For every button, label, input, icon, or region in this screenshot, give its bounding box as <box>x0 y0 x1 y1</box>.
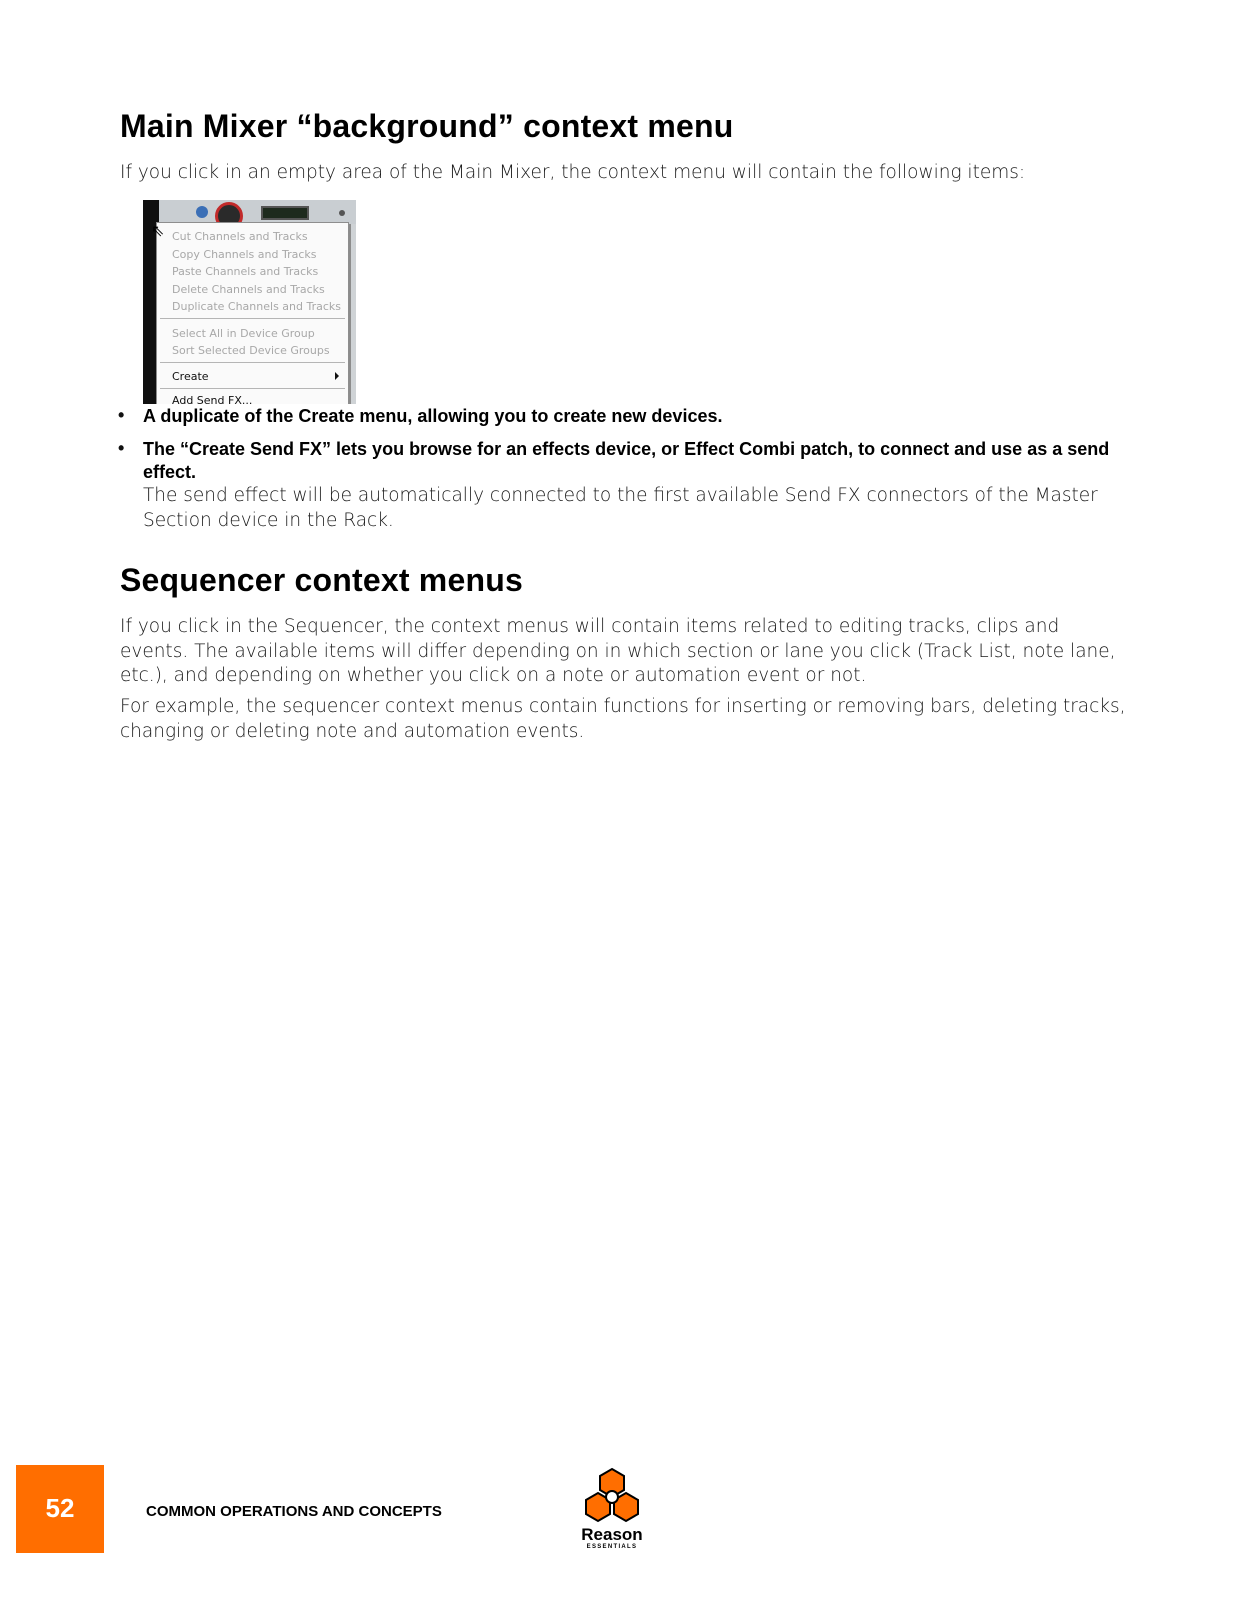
submenu-arrow-icon <box>335 372 339 380</box>
menu-item-duplicate[interactable]: Duplicate Channels and Tracks <box>172 300 341 313</box>
page-number-box <box>16 1465 104 1553</box>
screw-icon <box>339 210 345 216</box>
bullet-icon: • <box>118 405 125 425</box>
section-heading-main-mixer: Main Mixer “background” context menu <box>120 108 734 144</box>
context-menu <box>156 222 349 404</box>
menu-item-copy[interactable]: Copy Channels and Tracks <box>172 248 317 261</box>
sequencer-paragraph-2: For example, the sequencer context menus contain functions for inserting or removing bars, deleting tracks, changing or deleting note and automation events. <box>120 696 1126 742</box>
menu-item-sort-groups[interactable]: Sort Selected Device Groups <box>172 344 330 357</box>
menu-item-add-send-fx[interactable]: Add Send FX... <box>172 394 253 404</box>
context-menu-screenshot <box>143 200 356 404</box>
menu-separator <box>160 362 345 363</box>
menu-separator <box>160 388 345 389</box>
menu-item-paste[interactable]: Paste Channels and Tracks <box>172 265 319 278</box>
menu-separator <box>160 318 345 319</box>
page-number: 52 <box>45 1493 75 1523</box>
menu-item-select-all[interactable]: Select All in Device Group <box>172 327 315 340</box>
bullet-text: A duplicate of the Create menu, allowing you to create new devices. <box>143 406 723 426</box>
knob-icon <box>196 206 208 218</box>
chapter-title: COMMON OPERATIONS AND CONCEPTS <box>146 1503 442 1520</box>
intro-paragraph: If you click in an empty area of the Main Mixer, the context menu will contain the following items: <box>120 162 1026 183</box>
section-heading-sequencer: Sequencer context menus <box>120 562 523 598</box>
bullet-text: The “Create Send FX” lets you browse for an effects device, or Effect Combi patch, to connect and use as a send effect. <box>143 439 1110 482</box>
mouse-pointer-icon: ⇖ <box>151 223 165 240</box>
logo-wordmark: Reason <box>581 1525 643 1544</box>
lcd-display <box>261 206 309 220</box>
bullet-detail: The send effect will be automatically connected to the first available Send FX connectors of the Master Section device in the Rack. <box>143 485 1098 531</box>
menu-item-create[interactable]: Create <box>172 370 209 383</box>
logo-subtitle: ESSENTIALS <box>586 1544 638 1550</box>
menu-item-delete[interactable]: Delete Channels and Tracks <box>172 283 325 296</box>
bullet-icon: • <box>118 438 125 458</box>
mixer-top-panel <box>159 200 356 224</box>
menu-item-cut[interactable]: Cut Channels and Tracks <box>172 230 308 243</box>
sequencer-paragraph-1: If you click in the Sequencer, the context menus will contain items related to editing tracks, clips and events. The available items will differ depending on in which section or lane you click (Track List, note lane, etc.), and depending on whether you click on a note or automation event or not. <box>120 616 1116 686</box>
